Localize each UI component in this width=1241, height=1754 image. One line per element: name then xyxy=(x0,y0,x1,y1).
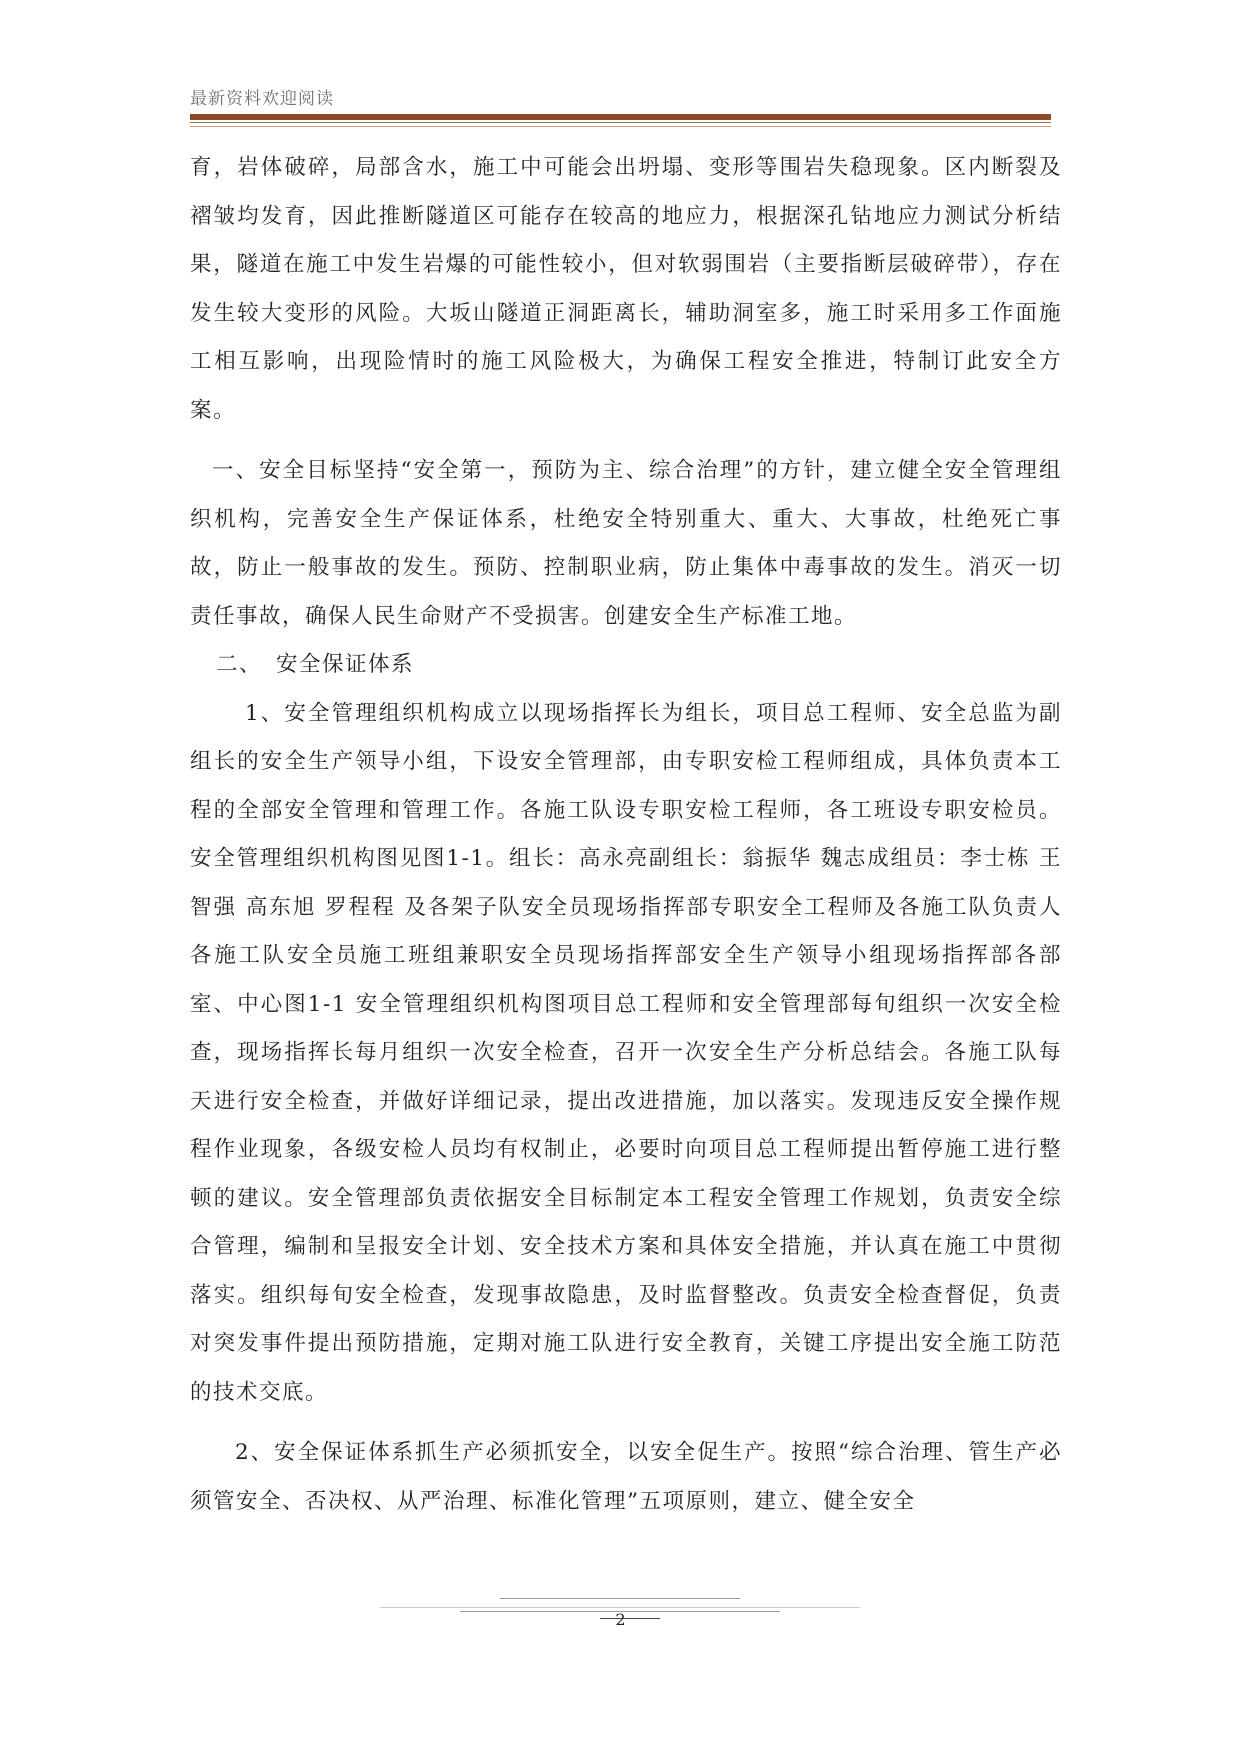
header-rule-thin xyxy=(190,122,1051,123)
section-heading-safety-system xyxy=(190,641,1062,690)
paragraph-safety-assurance: 2、安全保证体系抓生产必须抓安全，以安全促生产。按照“综合治理、管生产必须管安全、否决权、从严治理、标准化管理”五项原则，建立、健全安全 xyxy=(190,1440,1062,1514)
header-rule-thick xyxy=(190,114,1051,120)
document-body xyxy=(190,144,1062,1526)
page-header: 最新资料欢迎阅读 xyxy=(190,89,334,109)
header-rule-thin-lower xyxy=(190,126,1051,127)
paragraph-safety-goal: 一、安全目标坚持“安全第一，预防为主、综合治理”的方针，建立健全安全管理组织机构，完善安全生产保证体系，杜绝安全特别重大、重大、大事故，杜绝死亡事故，防止一般事故的发生。预防、控制职业病，防止集体中毒事故的发生。消灭一切责任事故，确保人民生命财产不受损害。创建安全生产标准工地。 xyxy=(190,458,1062,629)
section-number: 二、 xyxy=(216,652,263,677)
footer-rule xyxy=(500,1598,740,1599)
page-number: 2 xyxy=(615,1610,626,1629)
paragraph-intro: 育，岩体破碎，局部含水，施工中可能会出坍塌、变形等围岩失稳现象。区内断裂及褶皱均发育，因此推断隧道区可能存在较高的地应力，根据深孔钻地应力测试分析结果，隧道在施工中发生岩爆的可能性较小，但对软弱围岩（主要指断层破碎带），存在发生较大变形的风险。大坂山隧道正洞距离长，辅助洞室多，施工时采用多工作面施工相互影响，出现险情时的施工风险极大，为确保工程安全推进，特制订此安全方案。 xyxy=(190,155,1062,423)
section-title: 安全保证体系 xyxy=(276,652,415,677)
paragraph-organization: 1、安全管理组织机构成立以现场指挥长为组长，项目总工程师、安全总监为副组长的安全生产领导小组，下设安全管理部，由专职安检工程师组成，具体负责本工程的全部安全管理和管理工作。各施工队设专职安检工程师，各工班设专职安检员。安全管理组织机构图见图1-1。组长：高永亮副组长：翁振华 魏志成组员：李士栋 王智强 高东旭 罗程程 及各架子队安全员现场指挥部专职安全工程师及各施工队负责人各施工队安全员施工班组兼职安全员现场指挥部安全生产领导小组现场指挥部各部室、中心图1-1 安全管理组织机构图项目总工程师和安全管理部每旬组织一次安全检查，现场指挥长每月组织一次安全检查，召开一次安全生产分析总结会。各施工队每天进行安全检查，并做好详细记录，提出改进措施，加以落实。发现违反安全操作规程作业现象，各级安检人员均有权制止，必要时向项目总工程师提出暂停施工进行整顿的建议。安全管理部负责依据安全目标制定本工程安全管理工作规划，负责安全综合管理，编制和呈报安全计划、安全技术方案和具体安全措施，并认真在施工中贯彻落实。组织每旬安全检查，发现事故隐患，及时监督整改。负责安全检查督促，负责对突发事件提出预防措施，定期对施工队进行安全教育，关键工序提出安全施工防范的技术交底。 xyxy=(190,700,1062,1405)
footer-rule xyxy=(380,1607,860,1608)
